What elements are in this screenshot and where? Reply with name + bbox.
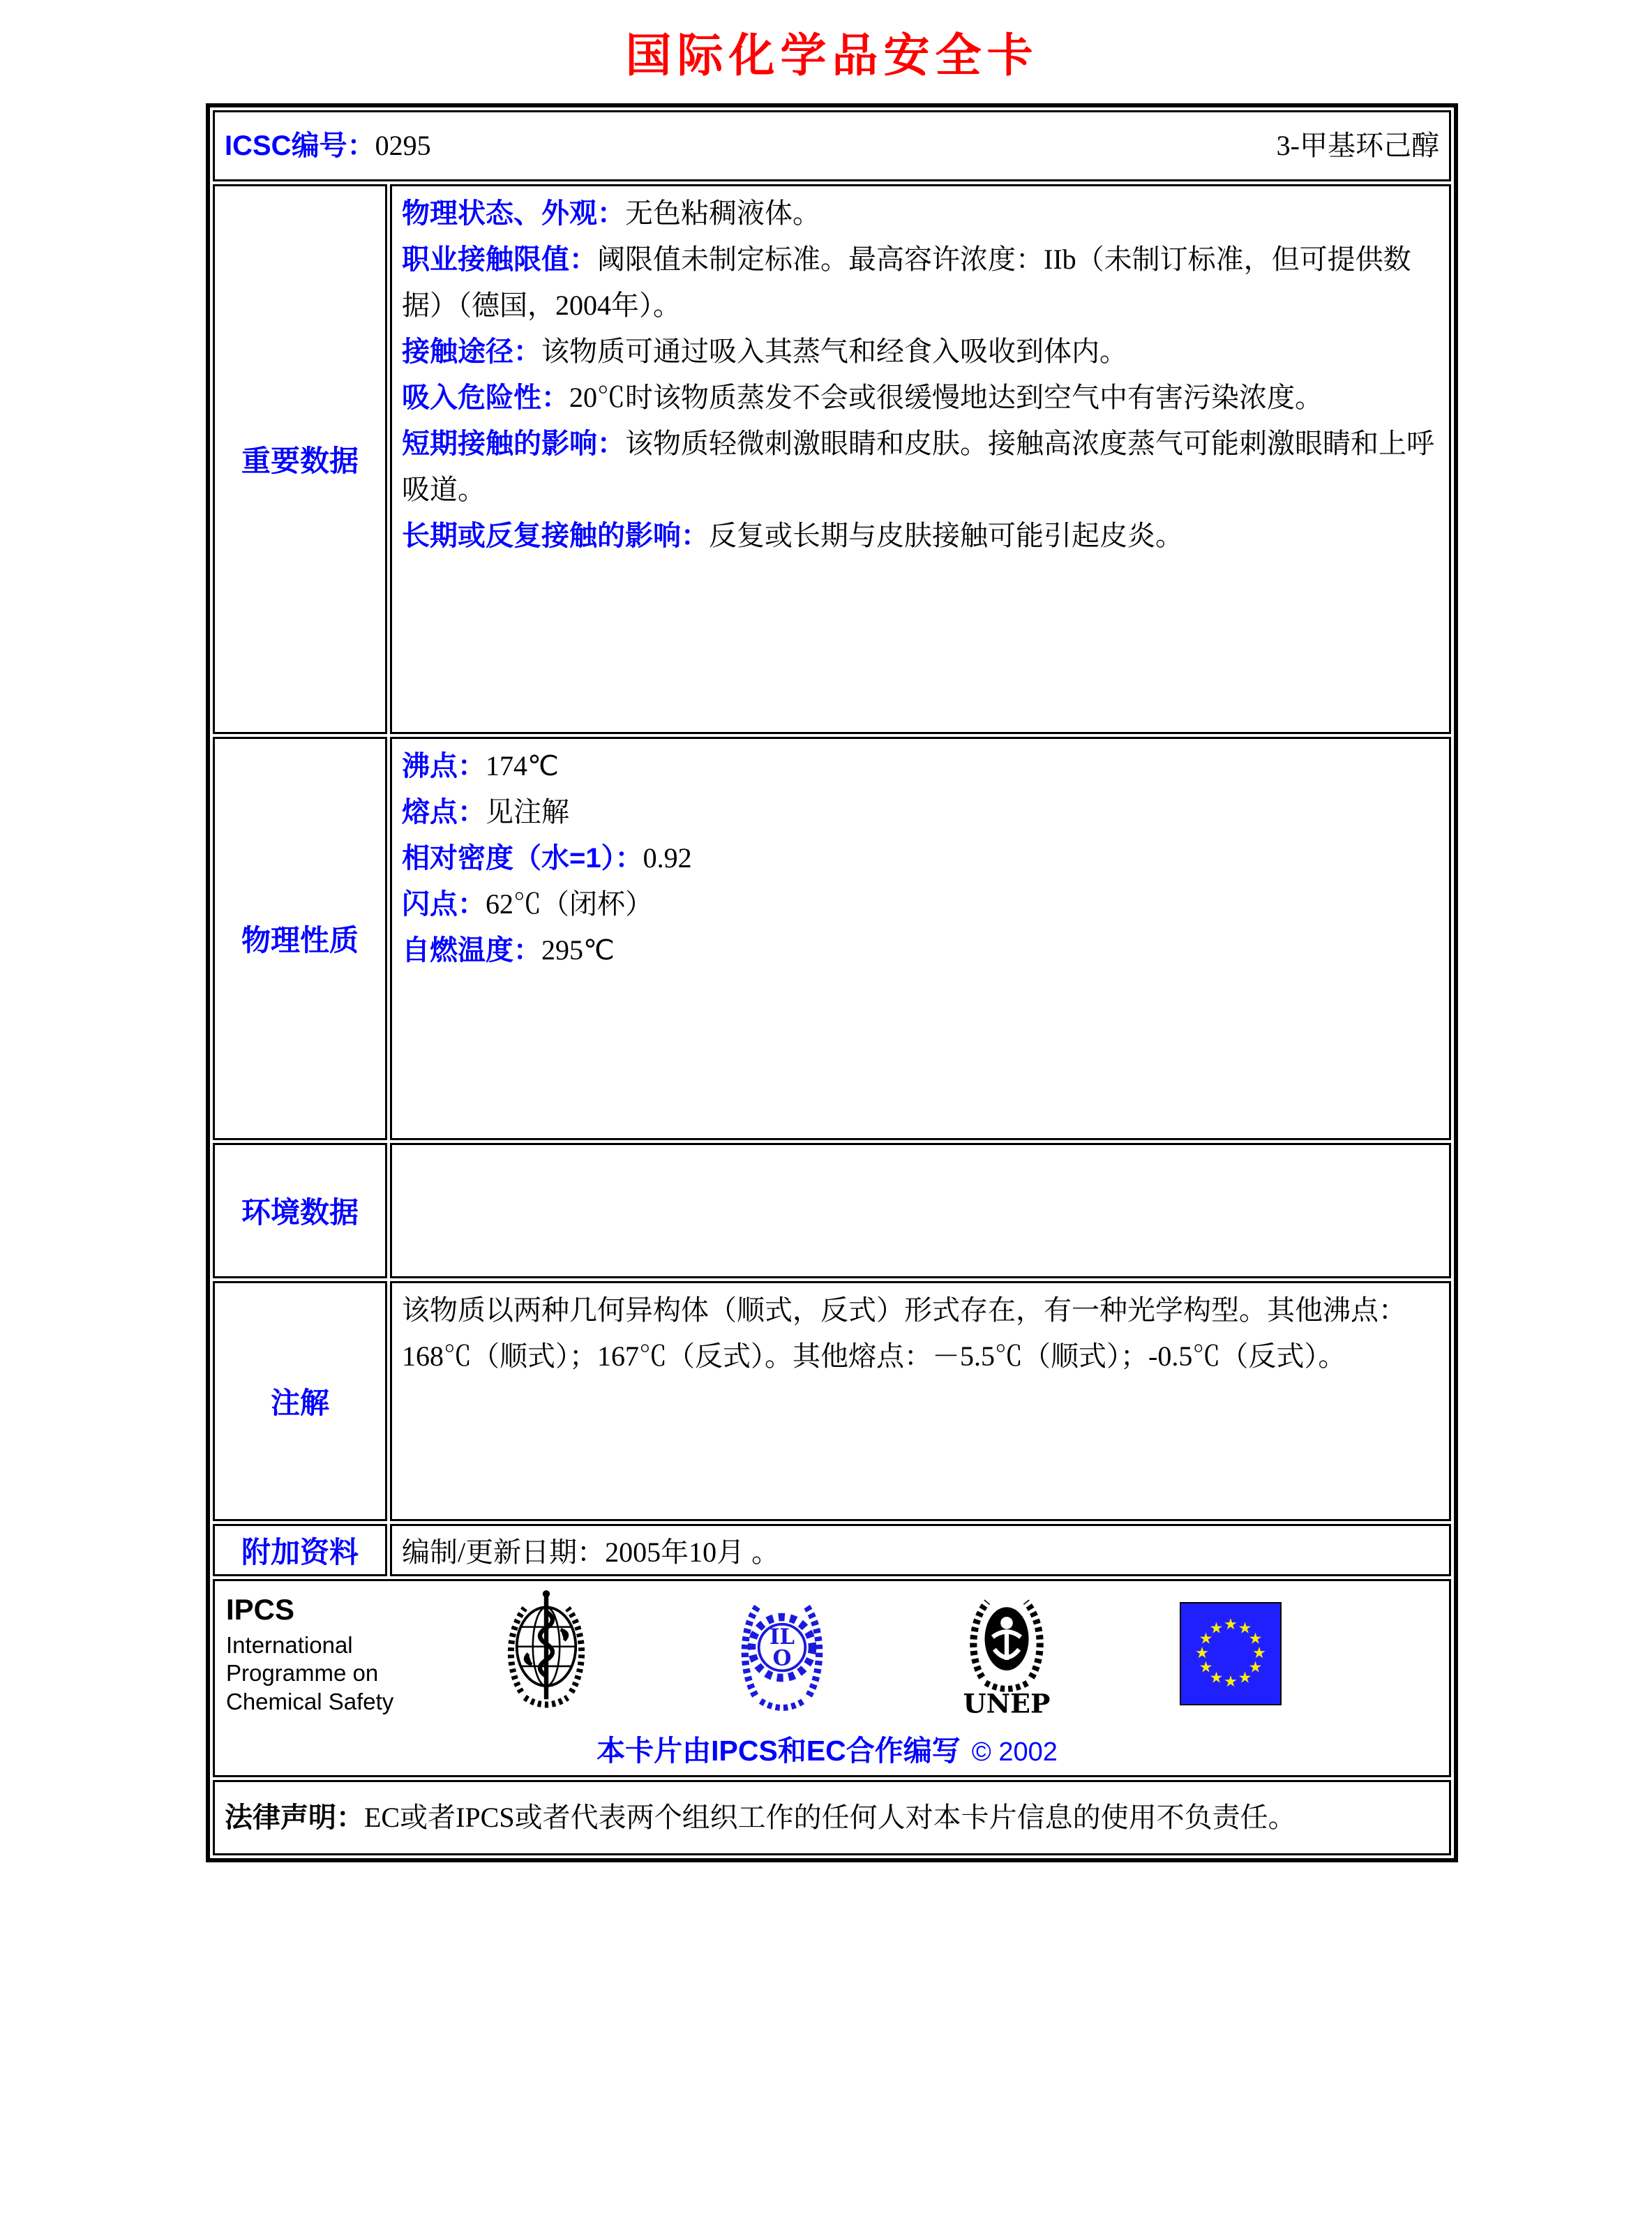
- notes-section-label: 注解: [213, 1281, 387, 1521]
- header-cell: [213, 110, 1451, 181]
- legal-cell: [213, 1780, 1451, 1855]
- ipcs-title: IPCS: [226, 1593, 295, 1626]
- logos-row: [213, 1579, 1451, 1777]
- svg-text:★: ★: [1199, 1659, 1213, 1677]
- important-data-line: [402, 375, 1439, 421]
- physical-property-line: [402, 835, 1439, 881]
- header-row: [213, 110, 1451, 181]
- eu-flag-icon: [1180, 1602, 1282, 1705]
- environmental-data-section-label: 环境数据: [213, 1143, 387, 1278]
- field-label: 接触途径：: [402, 336, 541, 367]
- notes-content: [390, 1281, 1451, 1521]
- ipcs-line: International: [226, 1632, 353, 1659]
- field-value: 295℃: [541, 934, 615, 966]
- field-label: 物理状态、外观：: [402, 198, 625, 229]
- field-label: 自燃温度：: [402, 935, 541, 966]
- caption-text: 本卡片由IPCS和EC合作编写: [596, 1735, 961, 1767]
- physical-property-line: [402, 881, 1439, 927]
- svg-text:★: ★: [1252, 1645, 1266, 1662]
- important-data-content: [390, 184, 1451, 734]
- legal-text: EC或者IPCS或者代表两个组织工作的任何人对本卡片信息的使用不负责任。: [364, 1802, 1296, 1833]
- environmental-data-content: [390, 1143, 1451, 1278]
- svg-text:★: ★: [1209, 1669, 1224, 1687]
- who-logo-icon: [502, 1587, 591, 1721]
- field-value: 20℃时该物质蒸发不会或很缓慢地达到空气中有害污染浓度。: [569, 382, 1323, 413]
- physical-property-line: [402, 789, 1439, 835]
- icsc-number-label: ICSC编号：: [225, 130, 375, 161]
- svg-text:★: ★: [1199, 1630, 1213, 1648]
- important-data-line: [402, 513, 1439, 559]
- svg-text:★: ★: [1209, 1620, 1224, 1638]
- svg-text:★: ★: [1195, 1645, 1209, 1662]
- field-value: 无色粘稠液体。: [625, 197, 820, 229]
- unep-label: UNEP: [963, 1688, 1051, 1719]
- physical-properties-section-label: 物理性质: [213, 737, 387, 1140]
- important-data-row: [213, 184, 1451, 734]
- physical-property-line: [402, 743, 1439, 789]
- field-label: 沸点：: [402, 751, 486, 782]
- field-value: 该物质轻微刺激眼睛和皮肤。接触高浓度蒸气可能刺激眼睛和上呼吸道。: [402, 428, 1434, 505]
- unep-logo-icon: [963, 1587, 1051, 1721]
- svg-text:★: ★: [1224, 1673, 1238, 1691]
- ilo-logo-icon: [737, 1587, 827, 1721]
- svg-text:★: ★: [1238, 1669, 1252, 1687]
- legal-label: 法律声明：: [225, 1802, 364, 1833]
- notes-row: [213, 1281, 1451, 1521]
- cooperation-caption: [226, 1728, 1428, 1769]
- icsc-card-table: [206, 103, 1458, 1862]
- ipcs-line: Chemical Safety: [226, 1688, 394, 1714]
- field-label: 短期接触的影响：: [402, 428, 625, 459]
- ipcs-text-block: [226, 1592, 418, 1716]
- ipcs-line: Programme on: [226, 1660, 379, 1687]
- legal-row: [213, 1780, 1451, 1855]
- physical-properties-row: [213, 737, 1451, 1140]
- additional-info-row: [213, 1524, 1451, 1576]
- field-label: 长期或反复接触的影响：: [402, 521, 709, 551]
- chemical-name: 3-甲基环己醇: [1276, 130, 1439, 161]
- field-label: 职业接触限值：: [402, 244, 597, 275]
- svg-text:★: ★: [1224, 1616, 1238, 1633]
- important-data-section-label: 重要数据: [213, 184, 387, 734]
- svg-text:★: ★: [1238, 1620, 1252, 1638]
- svg-text:O: O: [772, 1645, 792, 1671]
- physical-property-line: [402, 927, 1439, 973]
- field-value: 174℃: [486, 750, 559, 782]
- additional-info-section-label: 附加资料: [213, 1524, 387, 1576]
- important-data-line: [402, 329, 1439, 375]
- svg-text:★: ★: [1248, 1630, 1263, 1648]
- additional-info-content: 编制/更新日期：2005年10月 。: [390, 1524, 1451, 1576]
- field-label: 相对密度（水=1）：: [402, 843, 643, 874]
- field-label: 闪点：: [402, 889, 486, 920]
- svg-text:★: ★: [1248, 1659, 1263, 1677]
- physical-properties-content: [390, 737, 1451, 1140]
- copyright-text: © 2002: [971, 1737, 1058, 1767]
- field-value: 0.92: [643, 842, 692, 874]
- field-value: 该物质可通过吸入其蒸气和经食入吸收到体内。: [541, 336, 1127, 367]
- logos-strip: [226, 1587, 1428, 1721]
- important-data-line: [402, 190, 1439, 237]
- page-title: 国际化学品安全卡: [625, 28, 1039, 82]
- environmental-data-row: [213, 1143, 1451, 1278]
- field-label: 吸入危险性：: [402, 382, 569, 413]
- field-label: 熔点：: [402, 797, 486, 828]
- svg-text:IL: IL: [769, 1624, 795, 1650]
- field-value: 阈限值未制定标准。最高容许浓度：IIb（未制订标准，但可提供数据）（德国，2004年）。: [402, 244, 1411, 321]
- field-value: 反复或长期与皮肤接触可能引起皮炎。: [709, 520, 1183, 551]
- notes-text: 该物质以两种几何异构体（顺式，反式）形式存在，有一种光学构型。其他沸点：168℃（顺式）；167℃（反式）。其他熔点：－5.5℃（顺式）；-0.5℃（反式）。: [402, 1294, 1406, 1372]
- field-value: 62℃（闭杯）: [486, 888, 653, 920]
- important-data-line: [402, 237, 1439, 329]
- logos-cell: [213, 1579, 1451, 1777]
- field-value: 见注解: [486, 796, 569, 828]
- icsc-number-value: 0295: [375, 130, 431, 161]
- important-data-line: [402, 421, 1439, 513]
